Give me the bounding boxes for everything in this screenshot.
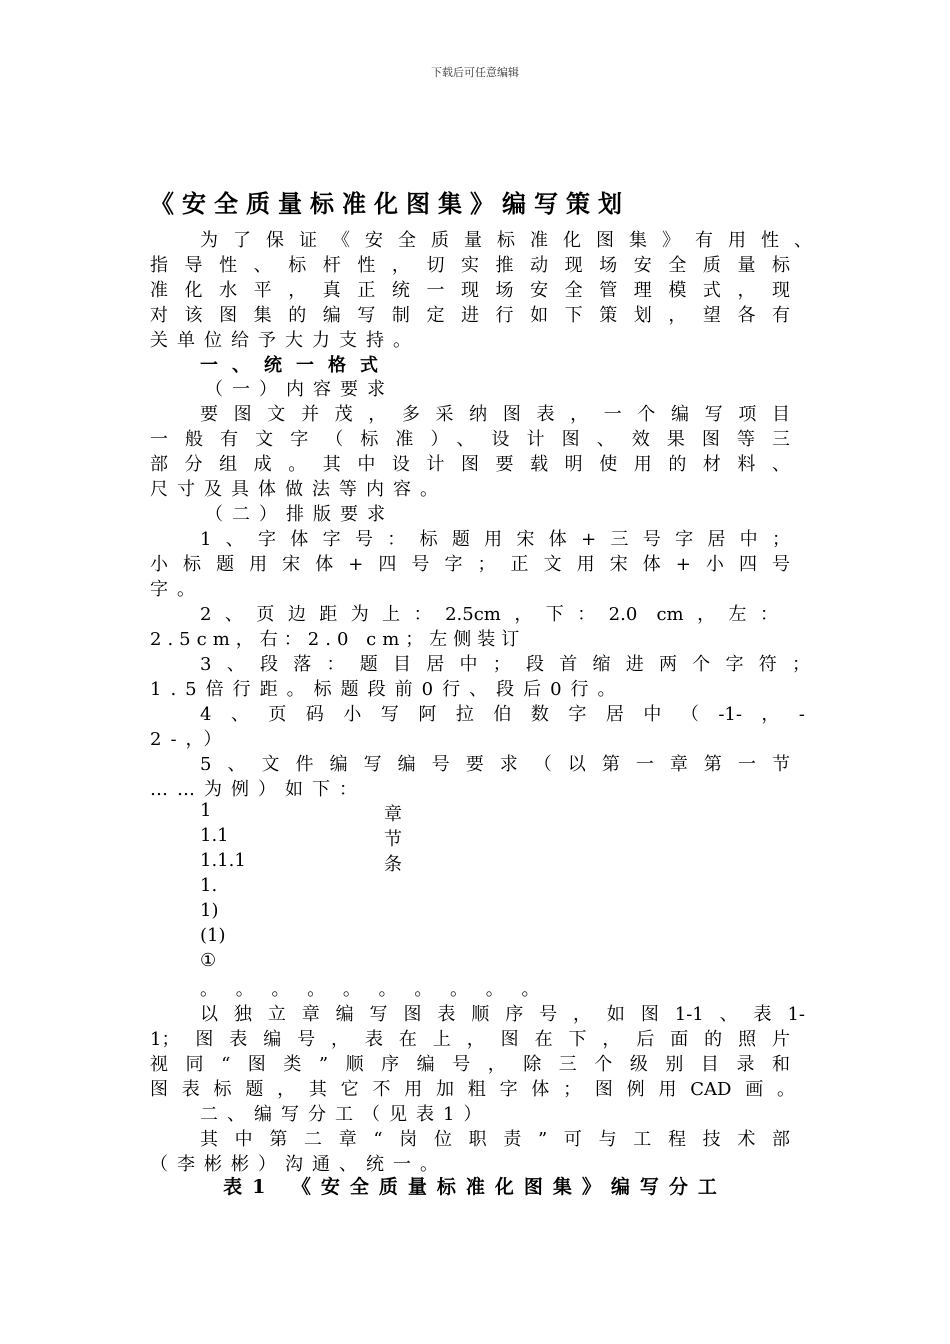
- numbering-item: 1.1.1: [200, 850, 246, 871]
- numbering-label: 节: [384, 829, 402, 850]
- layout-line: ……为例）如下：: [150, 779, 366, 800]
- rule-line: 图表标题，其它不用加粗字体；图例用CAD画。: [150, 1079, 795, 1100]
- layout-line: 2、页边距为上：2.5cm，下：2.0 cm，左：: [200, 604, 778, 625]
- numbering-item: 1: [200, 800, 212, 821]
- section-heading: 二、编写分工（见表1）: [200, 1104, 491, 1125]
- content-line: 要图文并茂，多采纳图表，一个编写项目: [200, 404, 790, 425]
- layout-line: 2.5cm，右：2.0 cm；左侧装订: [150, 629, 526, 650]
- layout-line: 2-，）: [150, 729, 231, 750]
- page-header: 下载后可任意编辑: [431, 66, 519, 79]
- numbering-label: 条: [384, 854, 402, 875]
- content-line: 尺寸及具体做法等内容。: [150, 479, 447, 500]
- layout-line: 4、页码小写阿拉伯数字居中（-1-，-: [200, 704, 805, 725]
- intro-line: 关单位给予大力支持。: [150, 330, 420, 351]
- layout-line: 字。: [150, 579, 204, 600]
- subsection-heading: （二）排版要求: [205, 504, 394, 525]
- division-line: （李彬彬）沟通、统一。: [150, 1154, 447, 1175]
- content-line: 一般有文字（标准）、设计图、效果图等三: [150, 429, 790, 450]
- intro-line: 准化水平，真正统一现场安全管理模式，现: [150, 280, 790, 301]
- content-line: 部分组成。其中设计图要载明使用的材料、: [150, 454, 790, 475]
- numbering-item: (1): [200, 925, 226, 946]
- numbering-item: ①: [200, 950, 217, 971]
- subsection-heading: （一）内容要求: [205, 379, 394, 400]
- numbering-item: 1.: [200, 875, 218, 896]
- numbering-item: 1): [200, 900, 219, 921]
- intro-line: 为了保证《安全质量标准化图集》有用性、: [200, 230, 812, 251]
- rule-line: 1；图表编号，表在上，图在下，后面的照片: [150, 1029, 790, 1050]
- layout-line: 1、字体字号：标题用宋体+三号字居中；: [200, 529, 790, 550]
- document-title: 《安全质量标准化图集》编写策划: [150, 189, 630, 218]
- layout-line: 1.5倍行距。标题段前0行、段后0行。: [150, 679, 625, 700]
- numbering-label: 章: [384, 804, 402, 825]
- ellipsis-dots: 。 。 。 。 。 。 。 。 。 。: [200, 979, 546, 1000]
- section-heading: 一、统一格式: [200, 355, 392, 376]
- layout-line: 5、文件编写编号要求（以第一章第一节: [200, 754, 790, 775]
- division-line: 其中第二章“岗位职责”可与工程技术部: [200, 1129, 790, 1150]
- numbering-item: 1.1: [200, 825, 229, 846]
- rule-line: 视同“图类”顺序编号，除三个级别目录和: [150, 1054, 790, 1075]
- layout-line: 3、段落：题目居中；段首缩进两个字符；: [200, 654, 810, 675]
- table-title: 表1 《安全质量标准化图集》编写分工: [223, 1176, 727, 1198]
- layout-line: 小标题用宋体+四号字；正文用宋体+小四号: [150, 554, 790, 575]
- intro-line: 对该图集的编写制定进行如下策划，望各有: [150, 305, 790, 326]
- rule-line: 以独立章编写图表顺序号，如图1-1、表1-: [200, 1004, 805, 1025]
- intro-line: 指导性、标杆性，切实推动现场安全质量标: [150, 255, 790, 276]
